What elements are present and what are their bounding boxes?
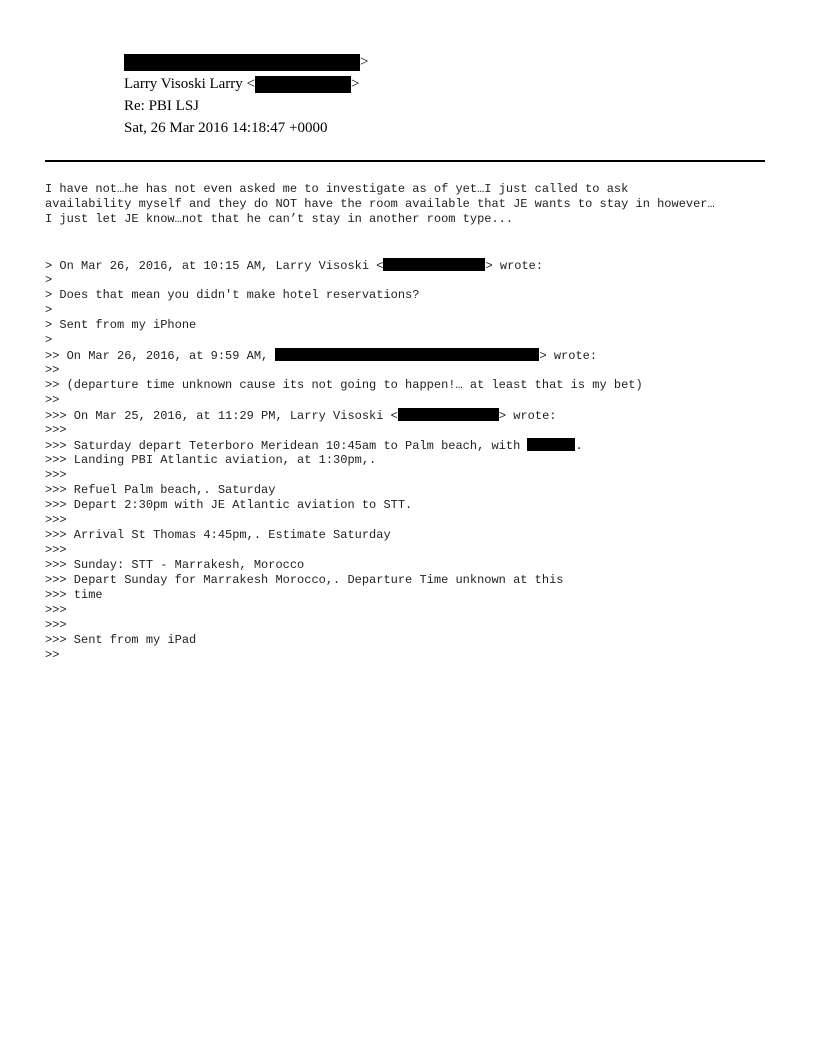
quoted-text: > wrote: [498,409,557,423]
quoted-line: > Does that mean you didn't make hotel reservations? [45,288,420,302]
quoted-text: >> On Mar 26, 2016, at 9:59 AM, [45,349,276,363]
quoted-line: >> [45,648,60,662]
quoted-line: > Sent from my iPhone [45,318,197,332]
quoted-line: >>> [45,618,67,632]
quoted-line: >>> [45,603,67,617]
quoted-line: >> (departure time unknown cause its not going to happen!… at least that is my bet) [45,378,643,392]
quoted-line [45,408,556,423]
from-close: > [360,54,369,70]
quoted-line: >>> time [45,588,103,602]
quoted-text: > wrote: [539,349,598,363]
quoted-line: >>> [45,468,67,482]
quoted-line: > [45,273,53,287]
quoted-line [45,348,597,363]
from-value [124,52,368,72]
message-line: I have not…he has not even asked me to investigate as of yet…I just called to ask [45,182,629,196]
to-name: Larry Visoski Larry < [124,76,256,92]
to-value [124,74,359,94]
redaction-box [124,54,360,71]
quoted-line: >> [45,363,60,377]
quoted-line: >>> Landing PBI Atlantic aviation, at 1:30pm,. [45,453,377,467]
redaction-box [255,76,351,93]
to-close: > [351,76,360,92]
quoted-text: . [575,439,583,453]
message-line: availability myself and they do NOT have the room available that JE wants to stay in however… [45,197,715,211]
quoted-line: >>> [45,513,67,527]
quoted-line: >>> Refuel Palm beach,. Saturday [45,483,276,497]
quoted-line: >>> Arrival St Thomas 4:45pm,. Estimate Saturday [45,528,391,542]
quoted-line: >>> [45,543,67,557]
quoted-line: >> [45,393,60,407]
redaction-box [275,348,539,361]
quoted-line: >>> Depart 2:30pm with JE Atlantic aviation to STT. [45,498,413,512]
quoted-line: > [45,303,53,317]
message-line: I just let JE know…not that he can’t stay in another room type... [45,212,514,226]
quoted-line: >>> Sent from my iPad [45,633,197,647]
quoted-line [45,258,543,273]
quoted-text: > On Mar 26, 2016, at 10:15 AM, Larry Visoski < [45,259,384,273]
quoted-text: >>> Saturday depart Teterboro Meridean 10:45am to Palm beach, with [45,439,528,453]
quoted-line: > [45,333,53,347]
subject-value: Re: PBI LSJ [124,98,200,114]
quoted-text: >>> On Mar 25, 2016, at 11:29 PM, Larry Visoski < [45,409,398,423]
quoted-line: >>> Depart Sunday for Marrakesh Morocco,. Departure Time unknown at this [45,573,564,587]
redaction-box [383,258,485,271]
quoted-line: >>> [45,423,67,437]
header-divider [45,160,765,162]
quoted-text: > wrote: [485,259,544,273]
quoted-line: >>> Sunday: STT - Marrakesh, Morocco [45,558,305,572]
redaction-box [527,438,575,451]
quoted-line [45,438,583,453]
redaction-box [398,408,499,421]
date-value: Sat, 26 Mar 2016 14:18:47 +0000 [124,120,328,136]
